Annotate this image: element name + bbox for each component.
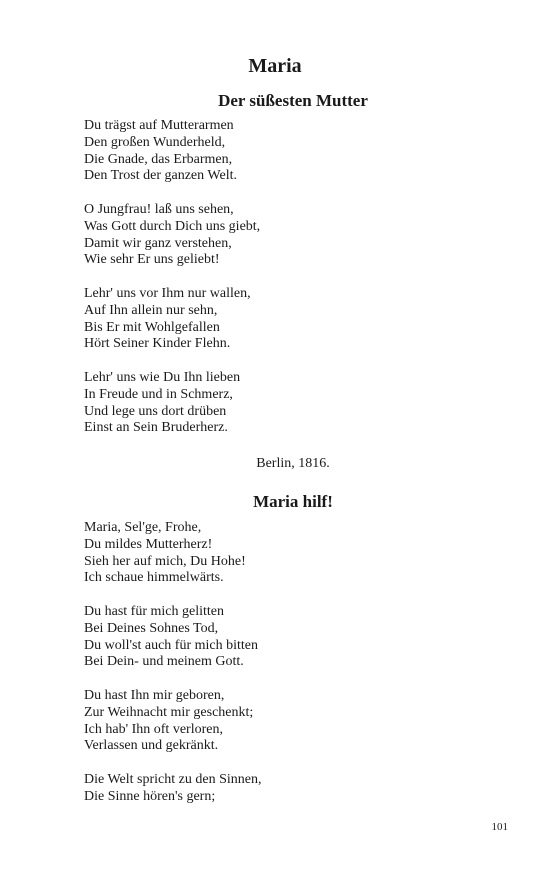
verse-line: O Jungfrau! laß uns sehen, (84, 202, 234, 217)
verse-line: Hört Seiner Kinder Flehn. (84, 336, 231, 352)
verse-line: Ich schaue himmelwärts. (84, 570, 224, 586)
poem-title: Der süßesten Mutter (218, 91, 368, 110)
dateline: Berlin, 1816. (256, 456, 330, 471)
verse-line: Verlassen und gekränkt. (84, 738, 219, 754)
verse-line: Den Trost der ganzen Welt. (84, 168, 237, 184)
verse-line: Du mildes Mutterherz! (84, 536, 213, 552)
verse-line: Bei Dein- und meinem Gott. (84, 654, 244, 670)
verse-line: Den großen Wunderheld, (84, 134, 226, 150)
verse-line: Du trägst auf Mutterarmen (84, 118, 234, 133)
verse-line: Bis Er mit Wohlgefallen (84, 319, 220, 335)
verse-line: Du hast Ihn mir geboren, (84, 688, 225, 703)
stanza (84, 604, 258, 671)
verse-line: Lehr' uns vor Ihm nur wallen, (84, 286, 251, 301)
verse-line: Lehr' uns wie Du Ihn lieben (84, 370, 241, 385)
verse-line: Damit wir ganz verstehen, (84, 235, 232, 251)
stanza (84, 370, 240, 437)
verse-line: Wie sehr Er uns geliebt! (84, 252, 220, 268)
stanza (84, 520, 246, 587)
verse-line: Auf Ihn allein nur sehn, (84, 302, 218, 318)
verse-line: In Freude und in Schmerz, (84, 386, 233, 402)
verse-line: Die Gnade, das Erbarmen, (84, 151, 233, 167)
poem-title: Maria hilf! (253, 492, 333, 511)
page-number: 101 (491, 821, 508, 833)
stanza (84, 772, 261, 806)
verse-line: Die Sinne hören's gern; (84, 788, 216, 804)
verse-line: Was Gott durch Dich uns giebt, (84, 218, 261, 234)
verse-line: Ich hab' Ihn oft verloren, (84, 721, 223, 737)
verse-line: Bei Deines Sohnes Tod, (84, 620, 219, 636)
stanza (84, 202, 260, 269)
page-title: Maria (248, 55, 302, 77)
verse-line: Du woll'st auch für mich bitten (84, 637, 258, 653)
verse-line: Und lege uns dort drüben (84, 403, 227, 419)
verse-line: Die Welt spricht zu den Sinnen, (84, 772, 262, 787)
verse-line: Du hast für mich gelitten (84, 604, 224, 619)
verse-line: Einst an Sein Bruderherz. (84, 420, 228, 436)
stanza (84, 286, 251, 353)
verse-line: Zur Weihnacht mir geschenkt; (84, 704, 254, 720)
stanza (84, 688, 253, 755)
verse-line: Maria, Sel'ge, Frohe, (84, 520, 202, 535)
verse-line: Sieh her auf mich, Du Hohe! (84, 553, 246, 569)
stanza (84, 118, 237, 185)
